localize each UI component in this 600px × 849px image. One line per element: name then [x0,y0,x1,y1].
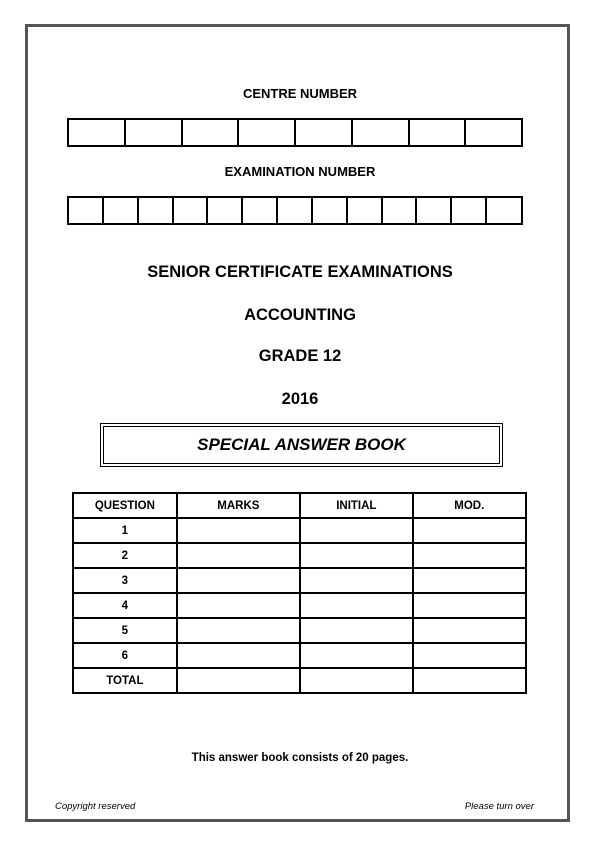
header-question: QUESTION [73,493,177,518]
question-number: 2 [73,543,177,568]
examination-number-digit-box[interactable] [487,198,523,223]
examination-number-digit-box[interactable] [348,198,383,223]
mod-cell[interactable] [413,543,526,568]
marks-cell[interactable] [177,618,300,643]
centre-number-boxes [67,118,523,147]
mod-cell[interactable] [413,568,526,593]
examination-number-digit-box[interactable] [452,198,487,223]
grade-title: GRADE 12 [258,347,342,365]
centre-number-digit-box[interactable] [353,120,410,145]
initial-cell[interactable] [300,568,412,593]
initial-cell[interactable] [300,518,412,543]
exam-series-title: SENIOR CERTIFICATE EXAMINATIONS [147,263,453,281]
examination-number-digit-box[interactable] [174,198,209,223]
answer-book-title: SPECIAL ANSWER BOOK [103,426,500,464]
marks-table [72,492,527,694]
header-initial: INITIAL [300,493,412,518]
table-row [73,568,526,593]
page-count-note: This answer book consists of 20 pages. [191,752,409,764]
table-row-total [73,668,526,693]
total-mod-cell[interactable] [413,668,526,693]
question-number: 3 [73,568,177,593]
marks-table-header-row [73,493,526,518]
question-number: 1 [73,518,177,543]
examination-number-digit-box[interactable] [278,198,313,223]
mod-cell[interactable] [413,518,526,543]
examination-number-digit-box[interactable] [104,198,139,223]
examination-number-boxes [67,196,523,225]
answer-book-title-frame [100,423,503,467]
marks-cell[interactable] [177,593,300,618]
centre-number-digit-box[interactable] [126,120,183,145]
marks-cell[interactable] [177,543,300,568]
marks-cell[interactable] [177,518,300,543]
total-initial-cell[interactable] [300,668,412,693]
question-number: 5 [73,618,177,643]
copyright-notice: Copyright reserved [55,801,136,812]
turn-over-notice: Please turn over [464,801,534,812]
question-number: 4 [73,593,177,618]
header-mod: MOD. [413,493,526,518]
initial-cell[interactable] [300,593,412,618]
examination-number-digit-box[interactable] [383,198,418,223]
mod-cell[interactable] [413,618,526,643]
header-marks: MARKS [177,493,300,518]
centre-number-digit-box[interactable] [410,120,467,145]
table-row [73,643,526,668]
table-row [73,518,526,543]
examination-number-label: EXAMINATION NUMBER [224,164,376,179]
centre-number-digit-box[interactable] [69,120,126,145]
centre-number-digit-box[interactable] [296,120,353,145]
examination-number-digit-box[interactable] [313,198,348,223]
centre-number-digit-box[interactable] [183,120,240,145]
centre-number-label: CENTRE NUMBER [242,86,358,101]
initial-cell[interactable] [300,543,412,568]
initial-cell[interactable] [300,643,412,668]
marks-cell[interactable] [177,568,300,593]
examination-number-digit-box[interactable] [208,198,243,223]
table-row [73,593,526,618]
initial-cell[interactable] [300,618,412,643]
centre-number-digit-box[interactable] [466,120,523,145]
mod-cell[interactable] [413,643,526,668]
total-marks-cell[interactable] [177,668,300,693]
examination-number-digit-box[interactable] [417,198,452,223]
centre-number-digit-box[interactable] [239,120,296,145]
subject-title: ACCOUNTING [244,306,356,324]
year-title: 2016 [281,390,319,408]
mod-cell[interactable] [413,593,526,618]
examination-number-digit-box[interactable] [139,198,174,223]
table-row [73,618,526,643]
examination-number-digit-box[interactable] [243,198,278,223]
marks-cell[interactable] [177,643,300,668]
table-row [73,543,526,568]
question-number: 6 [73,643,177,668]
total-label: TOTAL [73,668,177,693]
examination-number-digit-box[interactable] [69,198,104,223]
